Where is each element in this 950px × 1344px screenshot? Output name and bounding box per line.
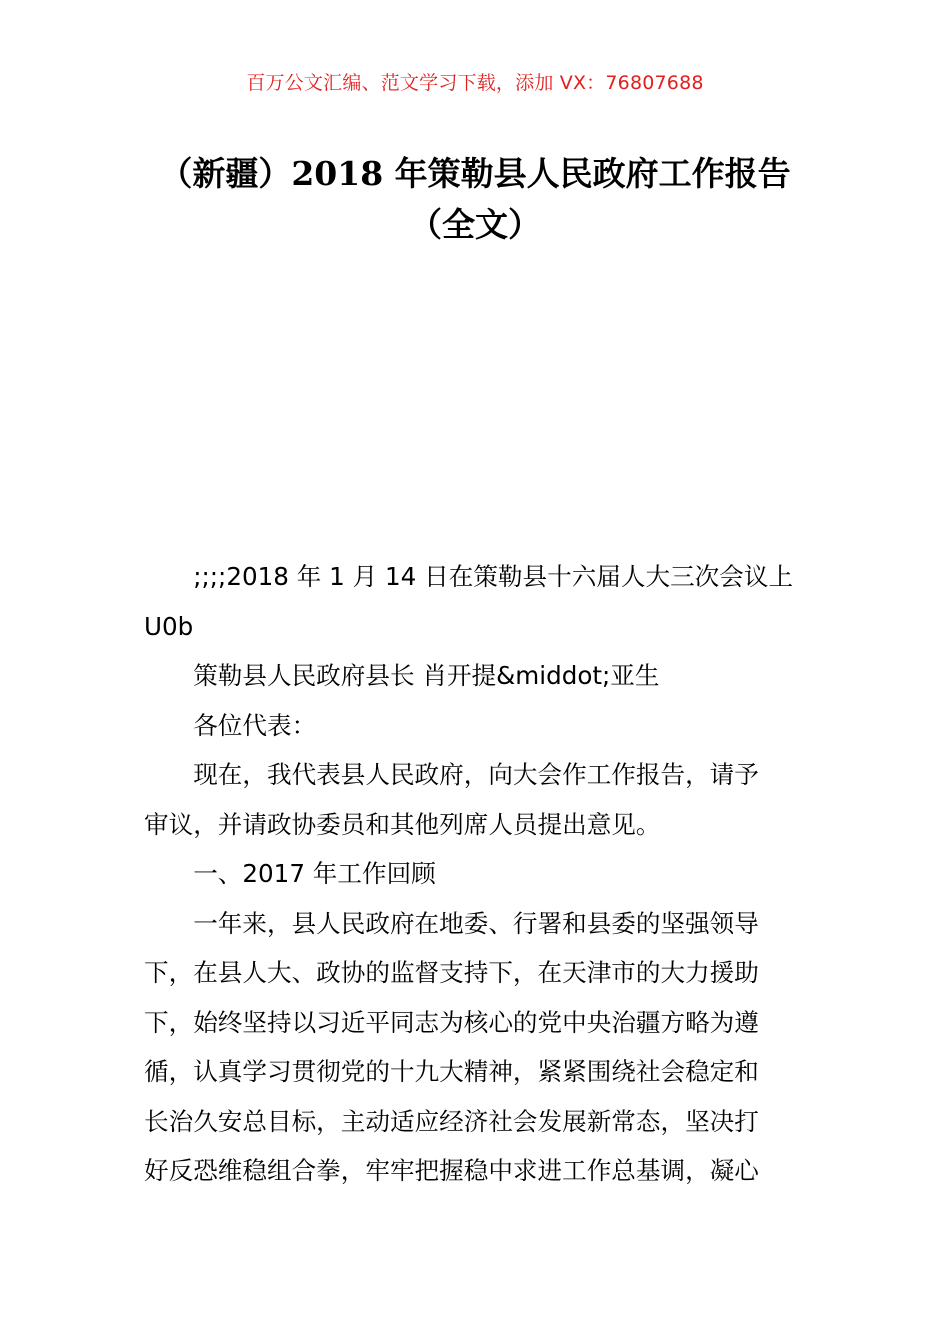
speaker-paragraph [144,651,808,701]
download-notice: 百万公文汇编、范文学习下载，添加 VX：76807688 [246,72,704,94]
text-line: 长治久安总目标，主动适应经济社会发展新常态，坚决打 [144,1106,759,1136]
text-line: 现在，我代表县人民政府，向大会作工作报告，请予 [193,760,759,789]
text-line: 一年来，县人民政府在地委、行署和县委的坚强领导 [193,908,759,938]
document-body [144,552,808,1196]
section-heading [144,849,808,899]
text-line: ;;;;2018 年 1 月 14 日在策勒县十六届人大三次会议上 [193,562,794,591]
text-line: 一、2017 年工作回顾 [193,859,436,888]
text-line: 策勒县人民政府县长 肖开提&middot;亚生 [193,661,660,690]
text-line: 好反恐维稳组合拳，牢牢把握稳中求进工作总基调，凝心 [144,1156,759,1185]
document-title [120,148,830,250]
text-line: 下，始终坚持以习近平同志为核心的党中央治疆方略为遵 [144,1007,759,1037]
text-line: 审议，并请政协委员和其他列席人员提出意见。 [144,809,661,839]
title-line-2: （全文） [409,205,541,244]
text-line: U0b [144,611,194,641]
salutation-paragraph [144,701,808,751]
text-line: 下，在县人大、政协的监督支持下，在天津市的大力援助 [144,958,759,987]
title-line-1: （新疆）2018 年策勒县人民政府工作报告 [159,154,791,193]
intro-paragraph [144,750,808,849]
text-line: 循，认真学习贯彻党的十九大精神，紧紧围绕社会稳定和 [144,1057,759,1086]
review-paragraph [144,899,808,1196]
text-line: 各位代表： [193,710,317,740]
meeting-info-paragraph [144,552,808,651]
